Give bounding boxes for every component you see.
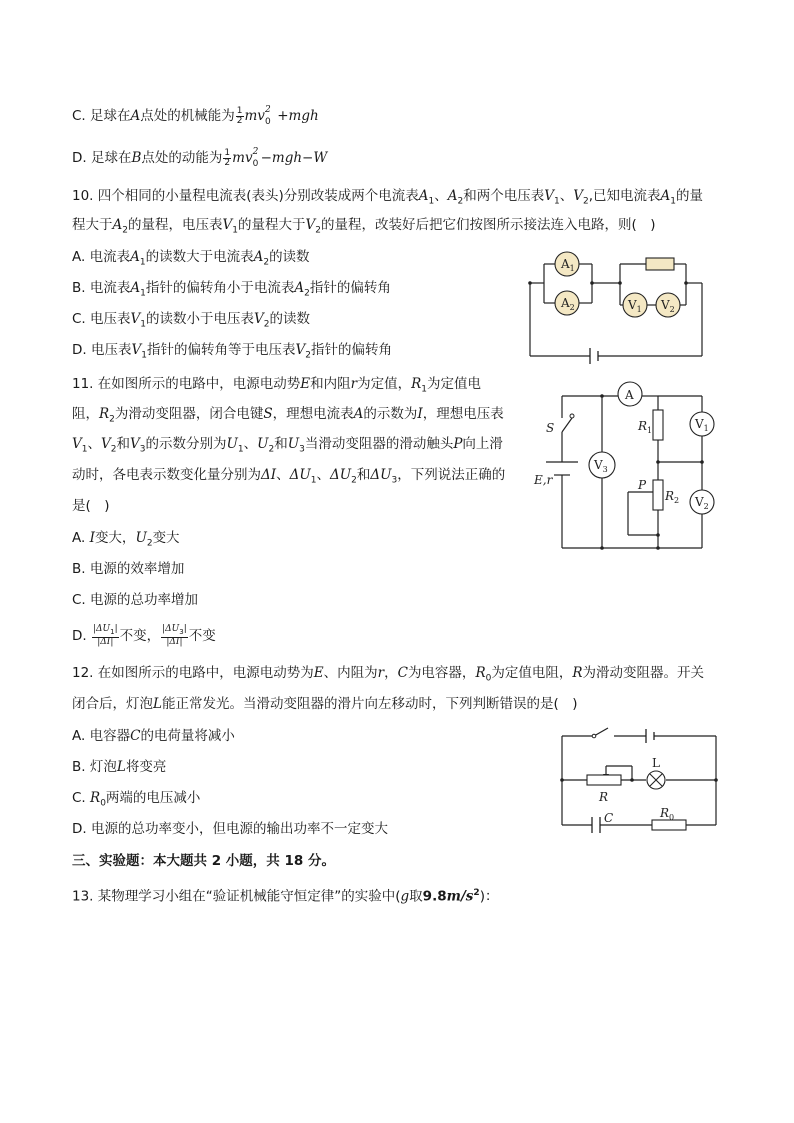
q11-stem-line2: 阻，$R_2$为滑动变阻器，闭合电键S，理想电流表A的示数为I，理想电压表 — [72, 406, 504, 425]
r0-label: $R_0$ — [660, 806, 675, 822]
fraction: $\frac{|\Delta U_3|}{|\Delta I|}$ — [162, 624, 187, 647]
q13-stem: 13. 某物理学习小组在“验证机械能守恒定律”的实验中(g取$9.8m/s^2$)： — [72, 888, 499, 905]
q11-stem-line3: $V_1$、$V_2$和$V_3$的示数分别为$U_1$、$U_2$和$U_3$当滑动变阻器的滑动触头P向上滑 — [72, 436, 503, 455]
r2-label: $R_2$ — [665, 489, 680, 505]
v1-label: $V_1$ — [628, 298, 642, 314]
q12-option-b: B. 灯泡L将变亮 — [72, 759, 167, 775]
q11-option-d: D. $\frac{|\Delta U_1|}{|\Delta I|}$ 不变， $\frac{|\Delta U_3|}{|\Delta I|}$ 不变 — [72, 624, 216, 647]
ammeter-label: A — [625, 388, 634, 402]
q9-option-c: C. 足球在A点处的机械能为 $\frac{1}{2}$ mv 2 0 +mgh — [72, 105, 319, 127]
section-heading: 三、实验题：本大题共 2 小题，共 18 分。 — [72, 853, 335, 869]
r1-label: $R_1$ — [638, 419, 653, 435]
q12-stem-line2: 闭合后，灯泡L能正常发光。当滑动变阻器的滑片向左移动时，下列判断错误的是( ) — [72, 696, 578, 712]
q11-option-b: B. 电源的效率增加 — [72, 561, 185, 577]
q9-option-d: D. 足球在B点处的动能为 $\frac{1}{2}$ mv 2 0 −mgh−W — [72, 147, 328, 169]
q12-option-d: D. 电源的总功率变小，但电源的输出功率不一定变大 — [72, 821, 388, 837]
switch-label: S — [546, 421, 555, 435]
v3-label: $V_3$ — [594, 458, 608, 474]
q12-stem-line1: 12. 在如图所示的电路中，电源电动势为E、内阻为r，C为电容器，$R_0$为定值电阻，R为滑动变阻器。开关 — [72, 665, 705, 684]
q10-option-a: A. 电流表$A_1$的读数大于电流表$A_2$的读数 — [72, 249, 310, 268]
source-label: E,r — [534, 473, 553, 487]
q10-option-d: D. 电压表$V_1$指针的偏转角等于电压表$V_2$指针的偏转角 — [72, 342, 392, 361]
capacitor-label: C — [604, 811, 614, 825]
fraction: $\frac{1}{2}$ — [224, 147, 231, 168]
q12-option-a: A. 电容器C的电荷量将减小 — [72, 728, 235, 744]
rheostat-label: R — [599, 790, 609, 804]
q11-stem-line4: 动时，各电表示数变化量分别为ΔI、$\Delta U_1$、$\Delta U_2$和$\Delta U_3$，下列说法正确的 — [72, 467, 506, 486]
q11-stem-line1: 11. 在如图所示的电路中，电源电动势E和内阻r为定值，$R_1$为定值电 — [72, 376, 481, 395]
q12-circuit-diagram — [556, 722, 722, 832]
fraction: $\frac{|\Delta U_1|}{|\Delta I|}$ — [92, 624, 118, 647]
q11-circuit-diagram — [532, 380, 722, 555]
q11-stem-line5: 是( ) — [72, 498, 110, 514]
v2-label: $V_2$ — [661, 298, 675, 314]
fraction: $\frac{1}{2}$ — [236, 105, 243, 126]
q11-option-a: A. I变大，$U_2$变大 — [72, 530, 180, 549]
v1-label: $V_1$ — [695, 417, 709, 433]
q10-stem-line2: 程大于$A_2$的量程，电压表$V_1$的量程大于$V_2$的量程，改装好后把它们按图所示接法连入电路，则( ) — [72, 217, 656, 236]
q12-option-c: C. $R_0$两端的电压减小 — [72, 790, 201, 809]
q11-option-c: C. 电源的总功率增加 — [72, 592, 199, 608]
q10-circuit-diagram — [524, 248, 708, 363]
v2-label: $V_2$ — [695, 495, 709, 511]
q10-option-b: B. 电流表$A_1$指针的偏转角小于电流表$A_2$指针的偏转角 — [72, 280, 391, 299]
q10-stem-line1: 10. 四个相同的小量程电流表(表头)分别改装成两个电流表$A_1$、$A_2$和两个电压表$V_1$、$V_2$,已知电流表$A_1$的量 — [72, 188, 704, 207]
a1-label: $A_1$ — [561, 257, 575, 273]
q10-option-c: C. 电压表$V_1$的读数小于电压表$V_2$的读数 — [72, 311, 310, 330]
p-label: P — [638, 478, 647, 492]
a2-label: $A_2$ — [561, 296, 575, 312]
lamp-label: L — [652, 756, 660, 770]
